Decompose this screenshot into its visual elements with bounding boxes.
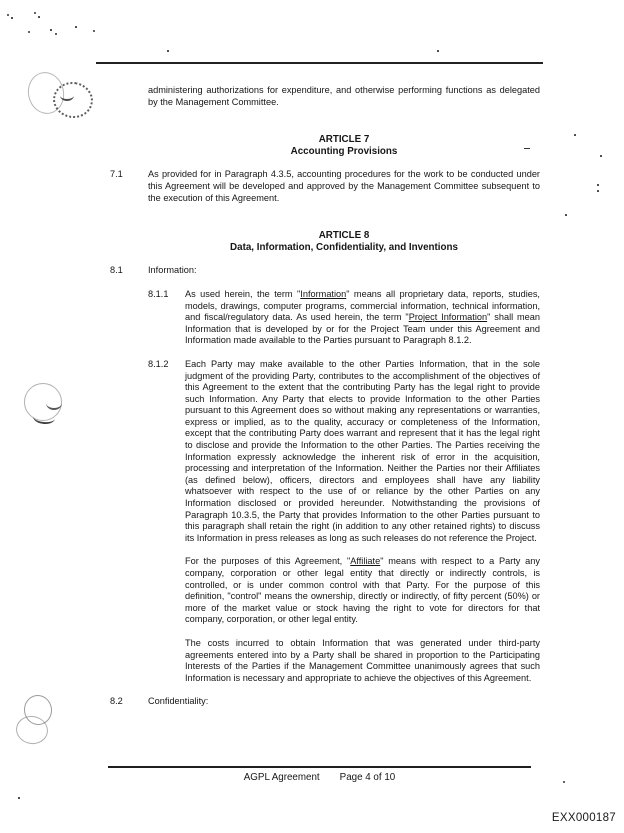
scan-speck — [38, 16, 40, 18]
footer-rule — [108, 766, 531, 768]
scan-speck — [167, 50, 169, 52]
intro-continuation-paragraph — [0, 85, 624, 108]
clause-text: As used herein, the term "Information" means all proprietary data, reports, studies, models, drawings, computer programs, commercial information, technical information, and fiscal/regulatory data. As used herein, the term "Project Information" shall mean Information that is developed by or for the Project Team under this Agreement and Information made available to the Parties pursuant to Paragraph 8.1.2. — [185, 288, 540, 346]
third-party-costs-paragraph — [0, 638, 624, 684]
document-body — [0, 85, 624, 720]
clause-text: administering authorizations for expenditure, and otherwise performing functions as delegated by the Management Committee. — [148, 85, 540, 107]
heading-line: ARTICLE 8 — [318, 230, 370, 242]
scan-speck — [55, 33, 57, 35]
clause-number — [148, 556, 185, 626]
heading-line: Data, Information, Confidentiality, and Inventions — [230, 241, 458, 253]
article-7-heading — [148, 134, 540, 157]
clause-number: 7.1 — [110, 169, 123, 180]
footer-doc-title: AGPL Agreement — [243, 772, 320, 783]
clause-number — [148, 638, 185, 684]
footer-page-number: Page 4 of 10 — [339, 772, 396, 783]
bates-stamp: EXX000187 — [551, 812, 616, 824]
scan-speck — [34, 12, 36, 14]
clause-number: 8.1 — [110, 265, 123, 276]
defined-term: Information — [300, 288, 347, 299]
clause-number: 8.1.1 — [148, 288, 169, 299]
clause-text: The costs incurred to obtain Information that was generated under third-party agreements entered into by a Party shall be shared in proportion to the Participating Interests of the Parties if the Management Committee unanimously agrees that such Information is necessary and appropriate to achieve the objectives of this Agreement. — [185, 637, 540, 683]
heading-line: Accounting Provisions — [290, 145, 398, 157]
scan-speck — [93, 30, 95, 32]
scan-artifact-line — [96, 62, 543, 64]
scan-speck — [7, 14, 9, 16]
heading-line: ARTICLE 7 — [318, 134, 370, 146]
clause-number: 8.1.2 — [148, 358, 169, 369]
clause-text: Information: — [148, 265, 197, 276]
article-8-heading — [148, 230, 540, 253]
clause-8-1-1 — [0, 289, 624, 347]
affiliate-definition-paragraph — [0, 556, 624, 626]
scan-speck — [18, 797, 20, 799]
scan-speck — [437, 50, 439, 52]
clause-text: For the purposes of this Agreement, "Affiliate" means with respect to a Party any company, corporation or other legal entity that directly or indirectly controls, is controlled, or is under common control with that Party. For the purpose of this definition, "control" means the ownership, directly or indirectly, of fifty percent (50%) or more of the market value or stock having the right to vote for directors for that company, corporation, or other legal entity. — [185, 556, 540, 625]
scan-speck — [28, 31, 30, 33]
clause-text: As provided for in Paragraph 4.3.5, accounting procedures for the work to be conducted under this Agreement will be developed and approved by the Management Committee subsequent to the execution of this Agreement. — [148, 169, 540, 203]
clause-text: Each Party may make available to the other Parties Information, that in the sole judgment of the providing Party, contributes to the accomplishment of the objectives of this Agreement to the extent that the contributing Party has the legal right to provide such Information. Any Party that elects to provide Information to the other Parties pursuant to this Agreement does so without making any representations or warranties, express or implied, as to the quality, accuracy or completeness of the Information, except that the contributing Party does warrant and represent that it has the legal right to disclose and provide the Information to the other Parties. The Parties receiving the Information expressly acknowledge the inherent risk of error in the acquisition, processing and interpretation of the Information. Neither the Parties nor their Affiliates (as defined below), officers, directors and employees shall have any liability whatsoever with respect to the use of or reliance by the other Parties on any Information disclosed or provided hereunder. Notwithstanding the provisions of Paragraph 10.3.5, the Party that provides Information to the other Parties pursuant to this paragraph shall retain the right (in addition to any other retained rights) to discuss its Information in press releases as long as such releases do not reference the Project. — [185, 358, 540, 543]
scan-speck — [11, 17, 13, 19]
page-footer — [108, 772, 531, 783]
defined-term: Affiliate — [350, 556, 381, 567]
scan-speck — [75, 26, 77, 28]
clause-8-2 — [0, 696, 624, 708]
clause-8-1-2 — [0, 359, 624, 545]
scan-speck — [50, 29, 52, 31]
clause-number: 8.2 — [110, 696, 123, 707]
clause-7-1 — [0, 169, 624, 204]
defined-term: Project Information — [408, 312, 488, 323]
clause-text: Confidentiality: — [148, 696, 209, 707]
clause-number — [110, 85, 148, 108]
scan-speck — [563, 781, 565, 783]
clause-8-1 — [0, 265, 624, 277]
